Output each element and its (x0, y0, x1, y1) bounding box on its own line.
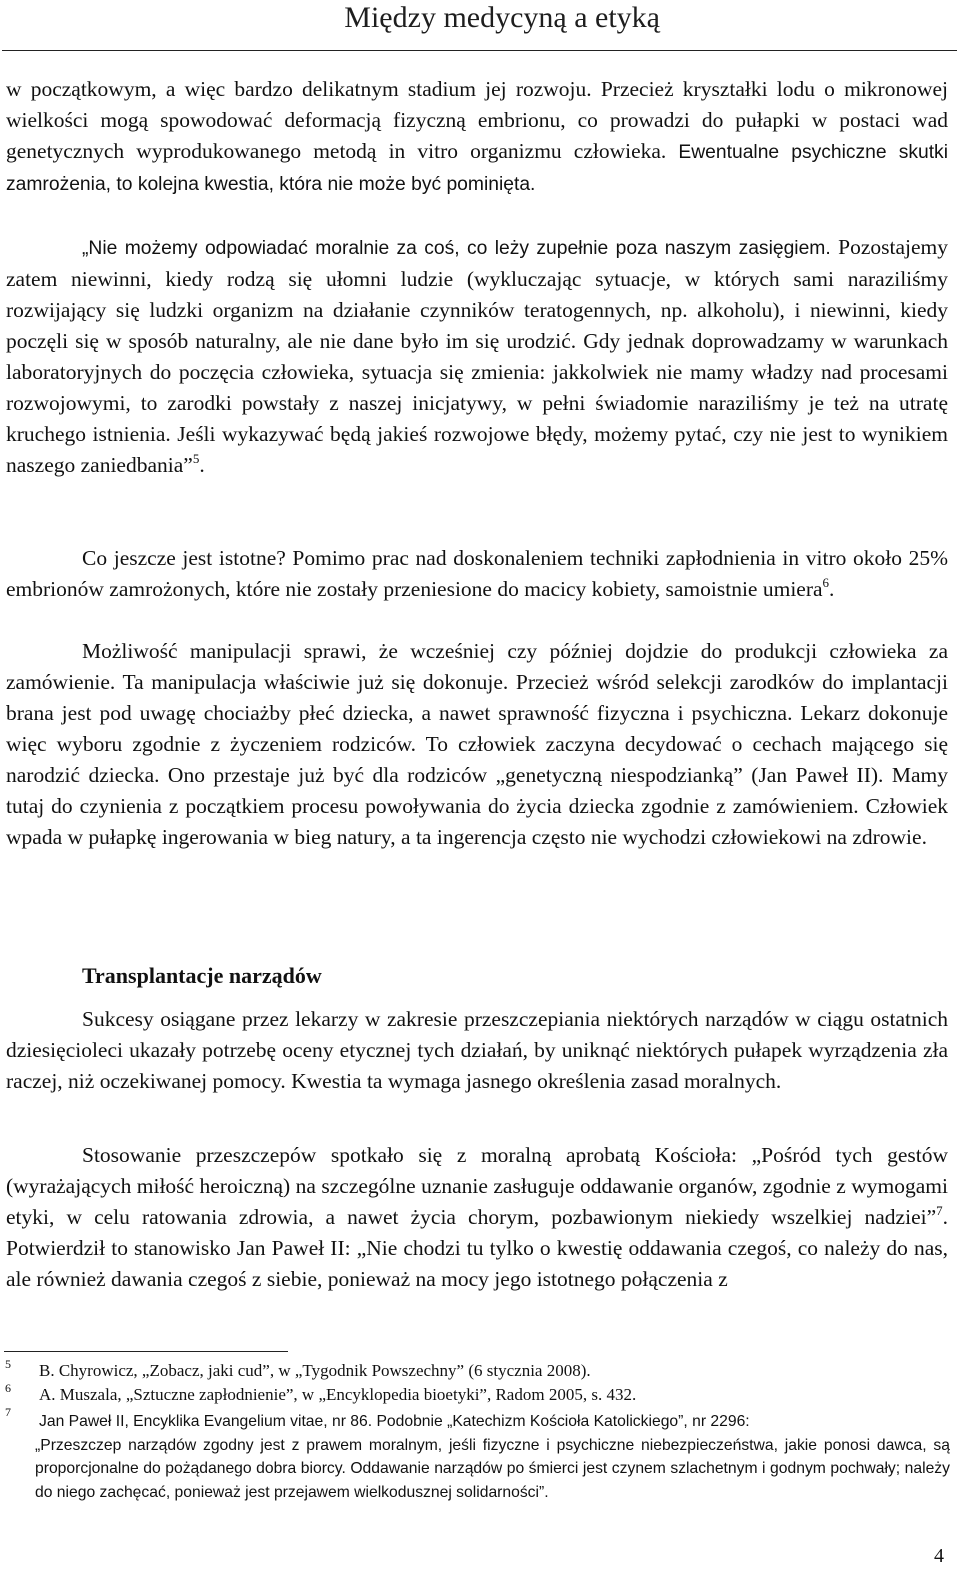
footnote-ref-5[interactable]: 5 (192, 451, 200, 466)
footnote-number-6: 6 (5, 1381, 11, 1395)
header-rule (2, 50, 957, 51)
footnote-ref-7[interactable]: 7 (936, 1203, 943, 1218)
paragraph-transplant-success (6, 1004, 948, 1097)
paragraph-important-end: . (829, 577, 835, 601)
paragraph-church-approval-end: . Potwierdził to stanowisko Jan Paweł II: „Nie chodzi tu tylko o kwestię oddawania czegoś, co należy do nas, ale również dawania czegoś z siebie, ponieważ na mocy jego istotnego połączenia z (6, 1205, 948, 1291)
paragraph-quote (6, 232, 948, 481)
paragraph-church-approval-text: Stosowanie przeszczepów spotkało się z moralną aprobatą Kościoła: „Pośród tych gestów (wyrażających miłość heroiczną) na szczególne uznanie zasługuje oddawanie organów, zgodnie z wymogami etyki, w celu ratowania zdrowia, a nawet życia chorym, pozbawionym niekiedy wszelkiej nadziei” (6, 1143, 948, 1229)
footnote-5: B. Chyrowicz, „Zobacz, jaki cud”, w „Tygodnik Powszechny” (6 stycznia 2008). (39, 1361, 591, 1380)
footnote-7-text: Jan Paweł II, Encyklika Evangelium vitae, nr 86. Podobnie „Katechizm Kościoła Katolickiego”, nr 2296: (39, 1413, 750, 1430)
paragraph-intro (6, 74, 948, 200)
footnote-7-quote: „Przeszczep narządów zgodny jest z prawem moralnym, jeśli fizyczne i psychiczne niebezpieczeństwa, jakie ponosi dawca, są proporcjonalne do pożądanego dobra biorcy. Oddawanie narządów po śmierci jest czynem szlachetnym i godnym pochwały; należy do niego zachęcać, ponieważ jest przejawem wielkodusznej solidarności”. (35, 1436, 950, 1501)
paragraph-manipulation (6, 636, 948, 853)
paragraph-intro-serif: w początkowym, a więc bardzo delikatnym stadium jej rozwoju. Przecież kryształki lodu o mikronowej wielkości mogą spowodować deformacją fizyczną embrionu, co prowadzi do pułapki w postaci wad genetycznych wyprodukowanego metodą in vitro organizmu człowieka. (6, 77, 948, 163)
paragraph-quote-sans: „Nie możemy odpowiadać moralnie za coś, co leży zupełnie poza naszym zasięgiem. (82, 238, 831, 259)
footnote-separator (4, 1351, 288, 1352)
running-header: Między medycyną a etyką (344, 1, 660, 34)
footnote-number-7: 7 (5, 1405, 11, 1419)
footnote-6: A. Muszala, „Sztuczne zapłodnienie”, w „Encyklopedia bioetyki”, Radom 2005, s. 432. (39, 1385, 637, 1404)
paragraph-manipulation-text: Możliwość manipulacji sprawi, że wcześniej czy później dojdzie do produkcji człowieka za zamówienie. Ta manipulacja właściwie już się dokonuje. Przecież wśród selekcji zarodków do implantacji brana jest pod uwagę chociażby płeć dziecka, a nawet sprawność fizyczna i psychiczna. Lekarz dokonuje więc wyboru zgodnie z życzeniem rodziców. To człowiek zaczyna decydować o cechach mającego się narodzić dziecka. Ono przestaje już być dla rodziców „genetyczną niespodzianką” (Jan Paweł II). Mamy tutaj do czynienia z początkiem procesu powoływania do życia dziecka zgodnie z zamówieniem. Człowiek wpada w pułapkę ingerowania w bieg natury, a ta ingerencja często nie wychodzi człowiekowi na zdrowie. (6, 639, 948, 849)
paragraph-transplant-success-text: Sukcesy osiągane przez lekarzy w zakresie przeszczepiania niektórych narządów w ciągu ostatnich dziesięcioleci ukazały potrzebę oceny etycznej tych działań, by uniknąć niektórych pułapek wyrządzenia zła raczej, niż oczekiwanej pomocy. Kwestia ta wymaga jasnego określenia zasad moralnych. (6, 1007, 948, 1093)
footnote-number-5: 5 (5, 1357, 11, 1371)
paragraph-quote-serif: Pozostajemy zatem niewinni, kiedy rodzą się ułomni ludzie (wykluczając sytuacje, w których sami naraziliśmy rozwijający się ludzki organizm na działanie czynników teratogennych, np. alkoholu), i niewinni, kiedy poczęli się w sposób naturalny, ale nie dane było im się urodzić. Gdy jednak doprowadzamy w warunkach laboratoryjnych do poczęcia człowieka, sytuacja się zmienia: jakkolwiek nie mamy władzy nad procesami rozwojowymi, to zarodki powstały z naszej inicjatywy, w pełni świadomie naraziliśmy je też na utratę kruchego istnienia. Jeśli wykazywać będą jakieś rozwojowe błędy, możemy pytać, czy nie jest to wynikiem naszego zaniedbania” (6, 235, 948, 477)
paragraph-important (6, 543, 948, 605)
section-heading: Transplantacje narządów (82, 963, 322, 988)
paragraph-church-approval (6, 1140, 948, 1295)
footnote-ref-6[interactable]: 6 (822, 575, 830, 590)
paragraph-important-text: Co jeszcze jest istotne? Pomimo prac nad doskonaleniem techniki zapłodnienia in vitro około 25% embrionów zamrożonych, które nie zostały przeniesione do macicy kobiety, samoistnie umiera (6, 546, 948, 601)
paragraph-intro-sans: Ewentualne psychiczne skutki zamrożenia, to kolejna kwestia, która nie może być pominięta. (6, 142, 948, 195)
footnote-7 (35, 1410, 950, 1504)
paragraph-quote-end: . (199, 453, 205, 477)
page-number: 4 (934, 1545, 944, 1567)
